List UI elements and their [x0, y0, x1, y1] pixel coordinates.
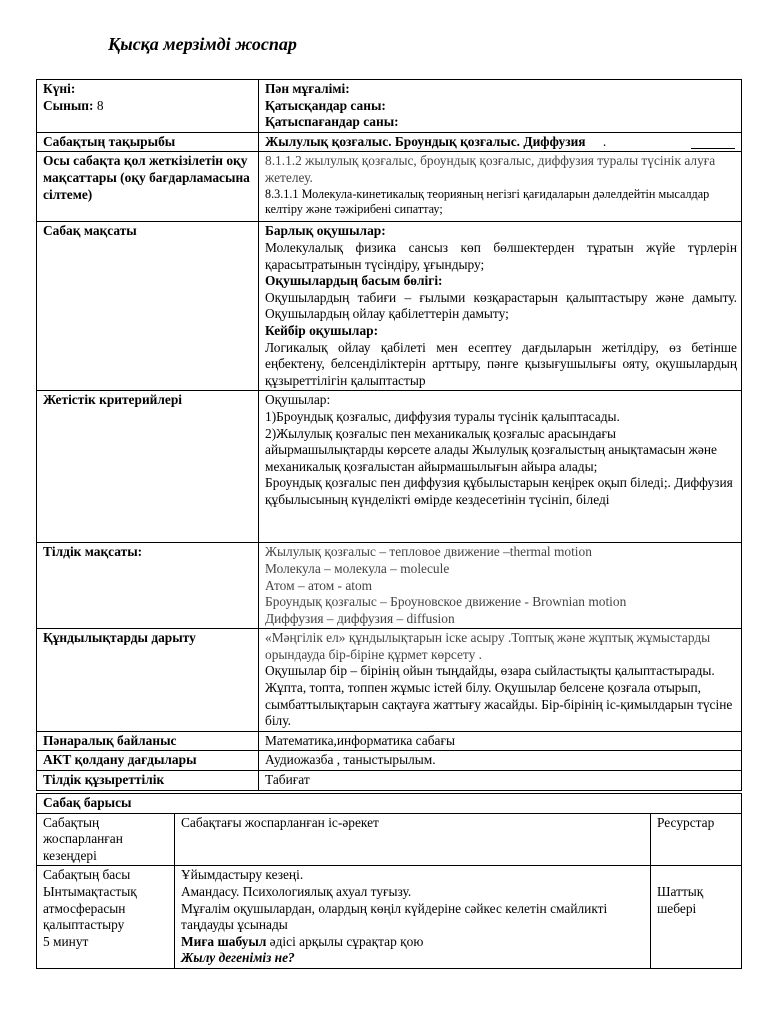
absent-label: Қатыспағандар саны:: [265, 114, 399, 130]
interdisciplinary-value: Математика,информатика сабағы: [259, 731, 742, 751]
most-students-text: Оқушылардың табиғи – ғылыми көзқарастарын қалыптастыру және дамыту. Оқушылардың ойлау қабілеттерін дамыту;: [265, 289, 737, 322]
topic-label: Сабақтың тақырыбы: [37, 132, 259, 152]
criteria-label: Жетістік критерийлері: [37, 391, 259, 543]
lesson-flow-header-row: [37, 813, 742, 866]
present-label: Қатысқандар саны:: [265, 97, 386, 113]
values-line-2: Оқушылар бір – бірінің ойын тыңдайды, өзара сыйластықты қалыптастырады. Жұпта, топта, топпен жұмыс істей білу. Оқушылар белсене қозғала отырып, сымбаттылықтарын сақтауға жаттығу жасайды. Бір-бірінің іс-қимылдарын түсіне білу.: [265, 663, 733, 729]
language-competence-label: Тілдік құзыреттілік: [37, 771, 259, 791]
day-label: Күні:: [43, 81, 76, 96]
topic-cell: [259, 132, 742, 152]
ict-value: Аудиожазба , таныстырылым.: [259, 751, 742, 771]
activity-line: Ұйымдастыру кезеңі.: [181, 867, 304, 883]
page-title: Қысқа мерзімді жоспар: [108, 34, 297, 54]
some-students-text: Логикалық ойлау қабілеті мен есептеу дағдыларын жетілдіру, өз бетінше еңбектену, белсенділіктерін арттыру, пәнге қызығушылығы ояту, оқушылардың құзыреттілігін қалыптастыр: [265, 339, 737, 388]
language-goal-line: Атом – атом - atom: [265, 577, 373, 593]
col-activity-header: Сабақтағы жоспарланған іс-әрекет: [175, 813, 651, 866]
teacher-cell: [259, 80, 742, 133]
activity-line: Амандасу. Психологиялық ахуал туғызу.: [181, 883, 412, 899]
objective-item: 8.3.1.1 Молекула-кинетикалық теорияның негізгі қағидаларын дәлелдейтін мысалдар келтіру және тәжірибені сипаттау;: [265, 186, 710, 216]
criteria-line: Оқушылар:: [265, 392, 331, 408]
lesson-goal-row: [37, 222, 742, 391]
activity-question: Жылу дегеніміз не?: [181, 950, 295, 966]
topic-value: Жылулық қозғалыс. Броундық қозғалыс. Диффузия: [265, 133, 586, 149]
lesson-flow-heading-row: [37, 794, 742, 814]
stage-line: 5 минут: [43, 933, 89, 949]
stage-line: Сабақтың басы: [43, 867, 131, 883]
all-students-text: Молекулалық физика сансыз көп бөлшектерден тұратын жүйе түрлерін қарасытратынын түсіндіру, ұғындыру;: [265, 239, 737, 272]
activity-method: Миға шабуыл: [181, 933, 267, 949]
stage-line: Ынтымақтастық атмосферасын қалыптастыру: [43, 883, 137, 933]
criteria-line: Броундық қозғалыс пен диффузия құбылыстарын кеңірек оқып біледі;. Диффузия құбылысының күнделікті өмірде кездесетінін түсініп, біледі: [265, 475, 733, 507]
class-value: 8: [96, 97, 104, 113]
language-goal-line: Диффузия – диффузия – diffusion: [265, 610, 455, 626]
some-students-heading: Кейбір оқушылар:: [265, 322, 379, 338]
values-row: [37, 629, 742, 732]
col-resources-header: Ресурстар: [651, 813, 742, 866]
topic-underline: [691, 148, 735, 149]
language-competence-row: [37, 771, 742, 791]
values-line-1: «Мәңгілік ел» құндылықтарын іске асыру .Топтық және жұптық жұмыстарды орындауда бір-біріне құрмет көрсету .: [265, 630, 711, 662]
language-goal-line: Жылулық қозғалыс – тепловое движение –thermal motion: [265, 544, 592, 560]
class-label: Сынып:: [43, 97, 94, 113]
objectives-row: [37, 152, 742, 222]
language-competence-value: Табиғат: [259, 771, 742, 791]
objectives-label: Осы сабақта қол жеткізілетін оқу мақсаттары (оқу бағдарламасына сілтеме): [37, 152, 259, 222]
plan-table: [36, 79, 742, 791]
criteria-line: 2)Жылулық қозғалыс пен механикалық қозғалыс арасындағы айырмашылықтарды көрсете алады Жылулық қозғалыстың анықтамасын және механикалық қозғалыстан айырмашылығын айыра алады;: [265, 425, 717, 474]
topic-row: [37, 132, 742, 152]
topic-dot: .: [602, 133, 607, 149]
lesson-goal-cell: [259, 222, 742, 391]
ict-label: АКТ қолдану дағдылары: [37, 751, 259, 771]
criteria-cell: [259, 391, 742, 543]
interdisciplinary-label: Пәнаралық байланыс: [37, 731, 259, 751]
header-row: [37, 80, 742, 133]
activity-method-rest: әдісі арқылы сұрақтар қою: [266, 933, 424, 949]
activity-cell: [175, 866, 651, 969]
language-goals-row: [37, 543, 742, 629]
lesson-goal-label: Сабақ мақсаты: [37, 222, 259, 391]
stage-cell: [37, 866, 175, 969]
language-goals-cell: [259, 543, 742, 629]
activity-line: Мұғалім оқушылардан, олардың көңіл күйдеріне сәйкес келетін смайликті таңдауды ұсынады: [181, 900, 608, 933]
all-students-heading: Барлық оқушылар:: [265, 223, 386, 239]
interdisciplinary-row: [37, 731, 742, 751]
resources-cell: [651, 866, 742, 969]
teacher-label: Пән мұғалімі:: [265, 81, 350, 96]
values-cell: [259, 629, 742, 732]
language-goal-line: Молекула – молекула – molecule: [265, 560, 450, 576]
date-class-cell: [37, 80, 259, 133]
ict-row: [37, 751, 742, 771]
col-stage-header: Сабақтың жоспарланған кезеңдері: [37, 813, 175, 866]
values-label: Құндылықтарды дарыту: [37, 629, 259, 732]
lesson-flow-heading: Сабақ барысы: [37, 794, 742, 814]
objective-item: 8.1.1.2 жылулық қозғалыс, броундық қозғалыс, диффузия туралы түсінік алуға жетелеу.: [265, 153, 716, 185]
lesson-flow-table: [36, 793, 742, 969]
objectives-cell: [259, 152, 742, 222]
lesson-flow-row: [37, 866, 742, 969]
language-goal-line: Броундық қозғалыс – Броуновское движение - Brownian motion: [265, 594, 627, 610]
resources-value: Шаттық шебері: [657, 884, 704, 916]
criteria-line: 1)Броундық қозғалыс, диффузия туралы түсінік қалыптасады.: [265, 408, 620, 424]
most-students-heading: Оқушылардың басым бөлігі:: [265, 273, 443, 289]
language-goals-label: Тілдік мақсаты:: [37, 543, 259, 629]
criteria-row: [37, 391, 742, 543]
